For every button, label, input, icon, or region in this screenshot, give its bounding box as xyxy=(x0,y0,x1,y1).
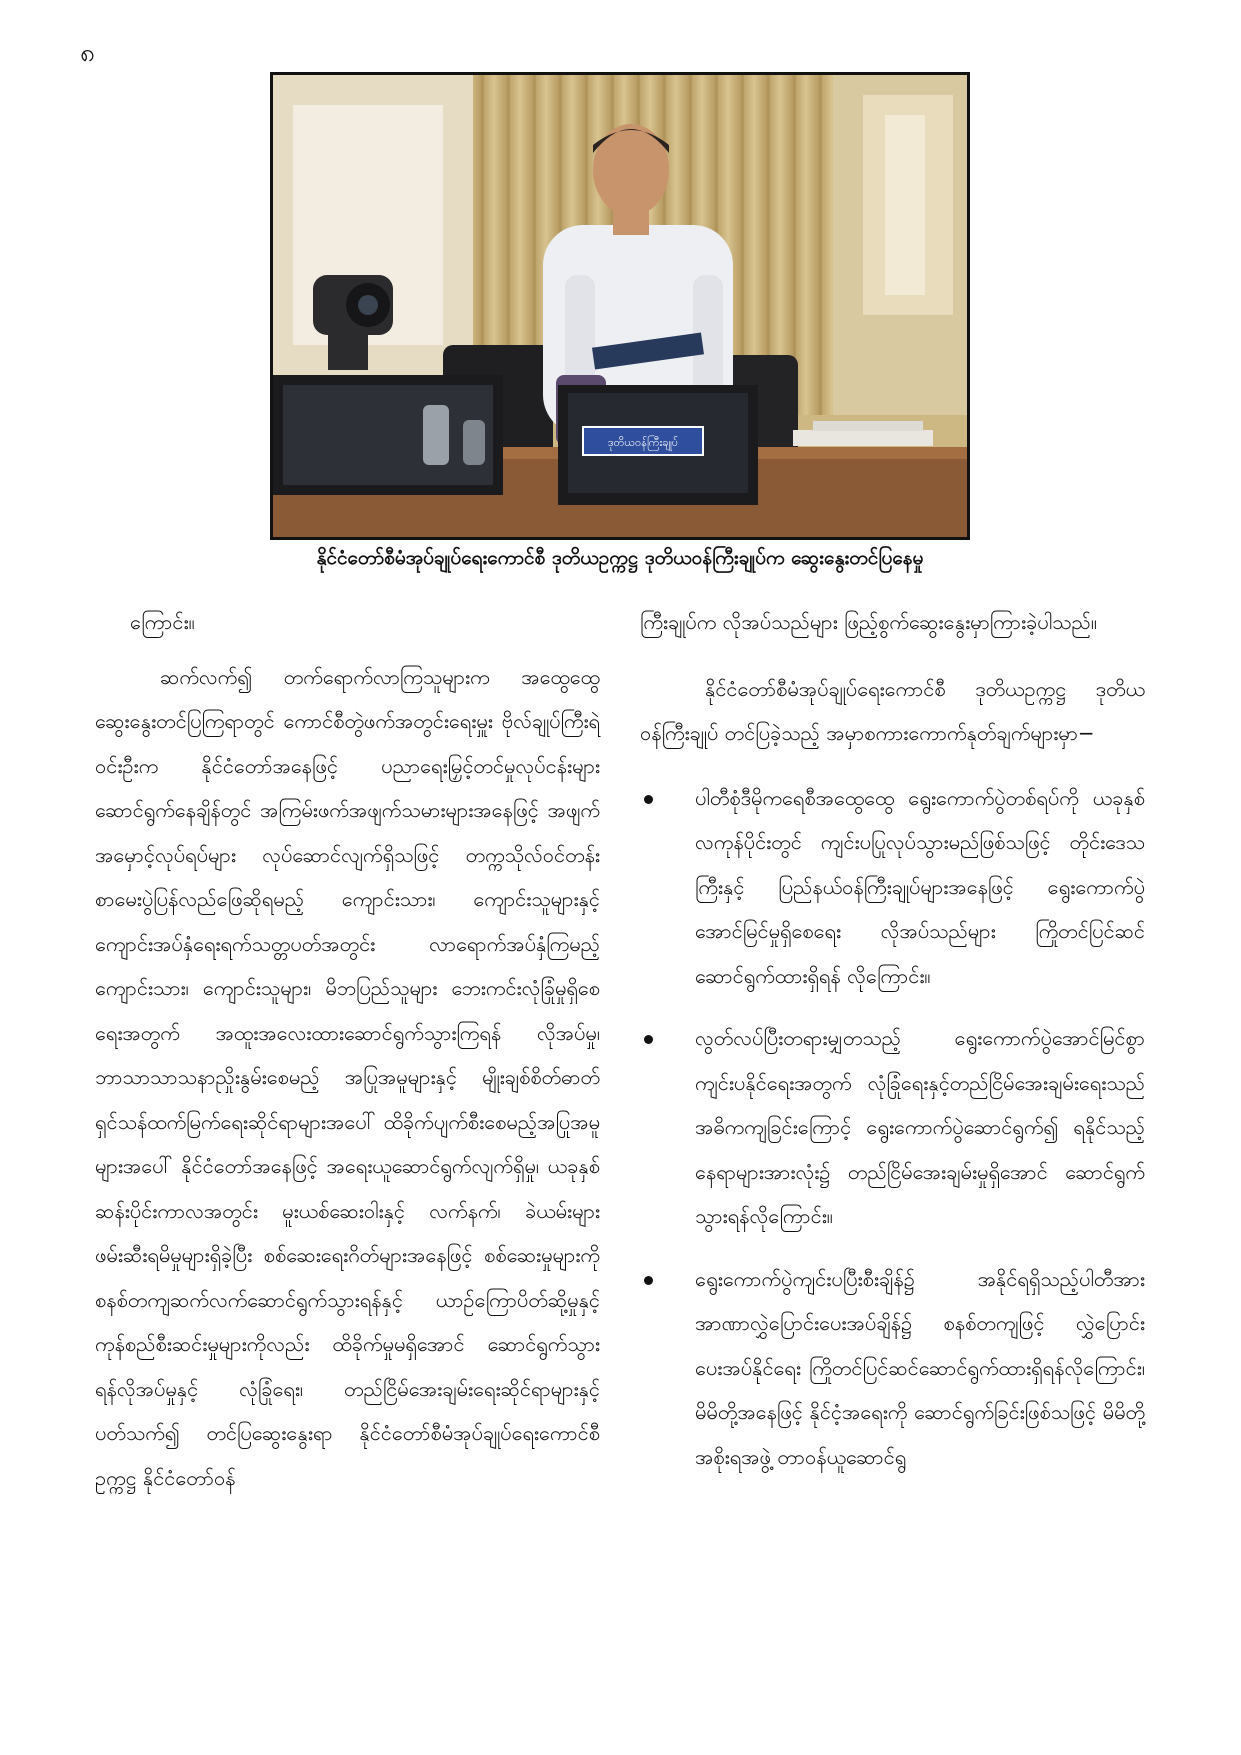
bullet-item xyxy=(640,776,1145,999)
bullet-item xyxy=(640,1257,1145,1480)
bullet-dot-icon xyxy=(644,1035,653,1044)
nameplate-text: ဒုတိယဝန်ကြီးချုပ် xyxy=(607,436,679,449)
right-intro-paragraph: နိုင်ငံတော်စီမံအုပ်ချုပ်ရေးကောင်စီ ဒုတိယဥက္ကဋ္ဌ ဒုတိယဝန်ကြီးချုပ် တင်ပြခဲ့သည့် အမှာစကားကောက်နုတ်ချက်များမှာ− xyxy=(640,676,1145,745)
left-paragraph: ဆက်လက်၍ တက်ရောက်လာကြသူများက အထွေထွေဆွေးနွေးတင်ပြကြရာတွင် ကောင်စီတွဲဖက်အတွင်းရေးမှူး ဗိုလ်ချုပ်ကြီးရဲဝင်းဦးက နိုင်ငံတော်အနေဖြင့် ပညာရေးမြှင့်တင်မှုလုပ်ငန်းများ ဆောင်ရွက်နေချိန်တွင် အကြမ်းဖက်အဖျက်သမားများအနေဖြင့် အဖျက်အမှောင့်လုပ်ရပ်များ လုပ်ဆောင်လျက်ရှိသဖြင့် တက္ကသိုလ်ဝင်တန်းစာမေးပွဲပြန်လည်ဖြေဆိုရမည့် ကျောင်းသား၊ ကျောင်းသူများနှင့် ကျောင်းအပ်နှံရေးရက်သတ္တပတ်အတွင်း လာရောက်အပ်နှံကြမည့် ကျောင်းသား၊ ကျောင်းသူများ၊ မိဘပြည်သူများ ဘေးကင်းလုံခြုံမှုရှိစေရေးအတွက် အထူးအလေးထားဆောင်ရွက်သွားကြရန် လိုအပ်မှု၊ ဘာသာသာသနာညှိုးနွမ်းစေမည့် အပြုအမူများနှင့် မျိုးချစ်စိတ်ဓာတ် ရှင်သန်ထက်မြက်ရေးဆိုင်ရာများအပေါ် ထိခိုက်ပျက်စီးစေမည့်အပြုအမူများအပေါ် နိုင်ငံတော်အနေဖြင့် အရေးယူဆောင်ရွက်လျက်ရှိမှု၊ ယခုနှစ်ဆန်းပိုင်းကာလအတွင်း မူးယစ်ဆေးဝါးနှင့် လက်နက်၊ ခဲယမ်းများ ဖမ်းဆီးရမိမှုများရှိခဲ့ပြီး စစ်ဆေးရေးဂိတ်များအနေဖြင့် စစ်ဆေးမှုများကို စနစ်တကျဆက်လက်ဆောင်ရွက်သွားရန်နှင့် ယာဉ်ကြောပိတ်ဆို့မှုနှင့် ကုန်စည်စီးဆင်းမှုများကိုလည်း ထိခိုက်မှုမရှိအောင် ဆောင်ရွက်သွားရန်လိုအပ်မှုနှင့် လုံခြုံရေး၊ တည်ငြိမ်အေးချမ်းရေးဆိုင်ရာများနှင့်ပတ်သက်၍ တင်ပြဆွေးနွေးရာ နိုင်ငံတော်စီမံအုပ်ချုပ်ရေးကောင်စီဥက္ကဋ္ဌ နိုင်ငံတော်ဝန် xyxy=(95,664,600,1490)
left-column xyxy=(95,600,600,1500)
page-number: ၈ xyxy=(80,38,95,68)
bullet-text: ပါတီစုံဒီမိုကရေစီအထွေထွေ ရွေးကောက်ပွဲတစ်ရပ်ကို ယခုနှစ်လကုန်ပိုင်းတွင် ကျင်းပပြုလုပ်သွားမည်ဖြစ်သဖြင့် တိုင်းဒေသကြီးနှင့် ပြည်နယ်ဝန်ကြီးချုပ်များအနေဖြင့် ရွေးကောက်ပွဲ အောင်မြင်မှုရှိစေရေး လိုအပ်သည်များ ကြိုတင်ပြင်ဆင်ဆောင်ရွက်ထားရှိရန် လိုကြောင်း။ xyxy=(695,785,1145,988)
bullet-list xyxy=(640,776,1145,1480)
bullet-dot-icon xyxy=(644,1276,653,1285)
bullet-dot-icon xyxy=(644,795,653,804)
right-continuation: ကြီးချုပ်က လိုအပ်သည်များ ဖြည့်စွက်ဆွေးနွေးမှာကြားခဲ့ပါသည်။ xyxy=(640,610,1097,634)
bullet-item xyxy=(640,1016,1145,1239)
photo-caption: နိုင်ငံတော်စီမံအုပ်ချုပ်ရေးကောင်စီ ဒုတိယဥက္ကဋ္ဌ ဒုတိယဝန်ကြီးချုပ်က ဆွေးနွေးတင်ပြနေမှု xyxy=(316,547,924,569)
meeting-photo xyxy=(270,72,970,540)
meeting-photo-illustration xyxy=(273,75,967,537)
bullet-text: ရွေးကောက်ပွဲကျင်းပပြီးစီးချိန်၌ အနိုင်ရရှိသည့်ပါတီအား အာဏာလွှဲပြောင်းပေးအပ်ချိန်၌ စနစ်တကျဖြင့် လွှဲပြောင်းပေးအပ်နိုင်ရေး ကြိုတင်ပြင်ဆင်ဆောင်ရွက်ထားရှိရန်လိုကြောင်း၊ မိမိတို့အနေဖြင့် နိုင်ငံ့အရေးကို ဆောင်ရွက်ခြင်းဖြစ်သဖြင့် မိမိတို့အစိုးရအဖွဲ့ တာဝန်ယူဆောင်ရွ xyxy=(695,1266,1145,1469)
left-opening-line: ကြောင်း။ xyxy=(130,610,195,634)
right-column xyxy=(640,600,1145,1497)
papers xyxy=(793,430,933,446)
thermos xyxy=(423,405,449,465)
bullet-text: လွတ်လပ်ပြီးတရားမျှတသည့် ရွေးကောက်ပွဲအောင်မြင်စွာ ကျင်းပနိုင်ရေးအတွက် လုံခြုံရေးနှင့်တည်ငြိမ်အေးချမ်းရေးသည် အဓိကကျခြင်းကြောင့် ရွေးကောက်ပွဲဆောင်ရွက်၍ ရနိုင်သည့် နေရာများအားလုံး၌ တည်ငြိမ်အေးချမ်းမှုရှိအောင် ဆောင်ရွက်သွားရန်လိုကြောင်း။ xyxy=(695,1026,1145,1228)
